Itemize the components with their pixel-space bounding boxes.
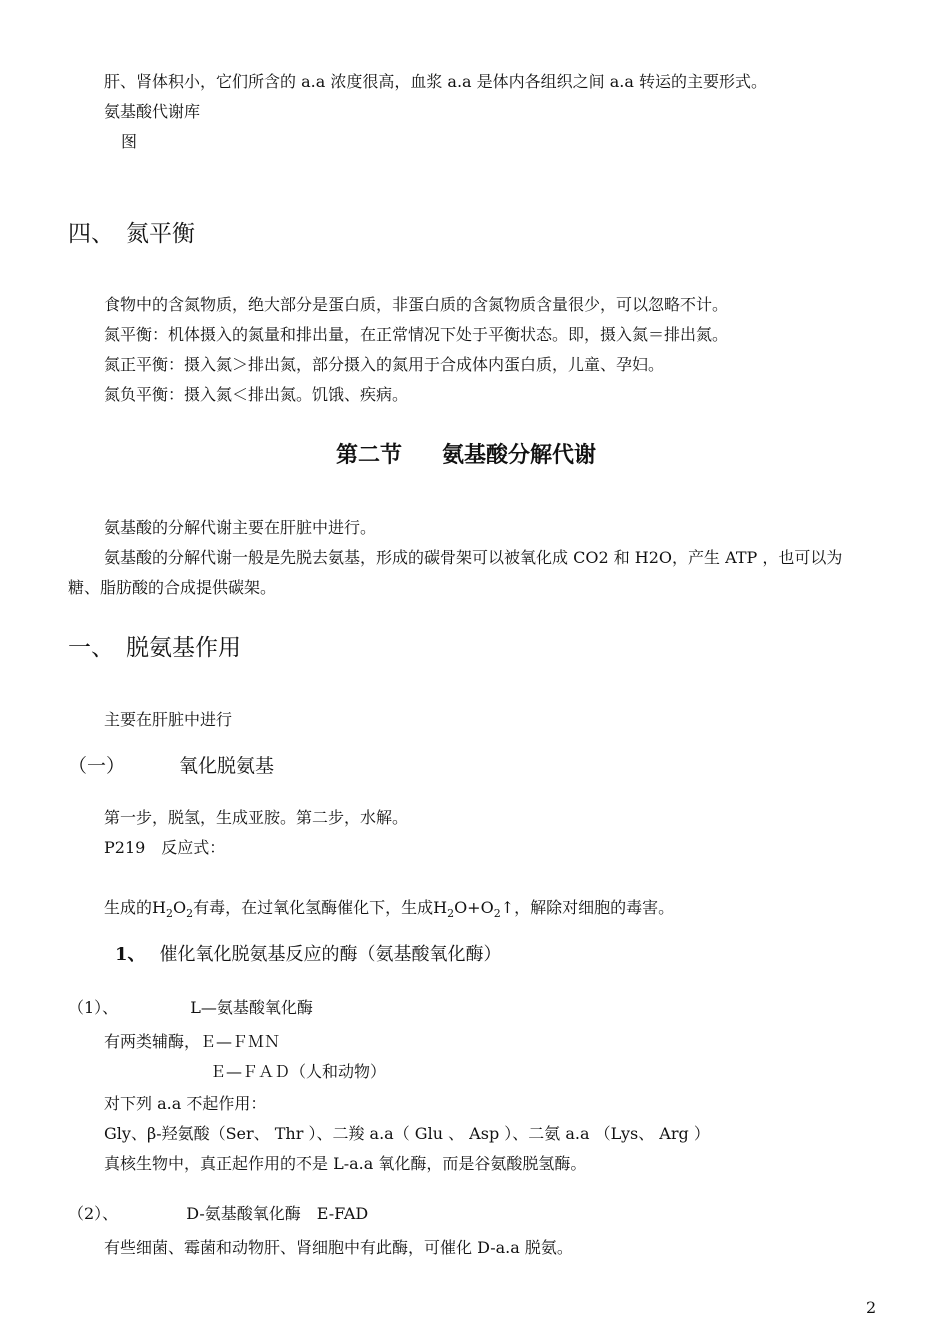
paragraph-eukaryote: 真核生物中，真正起作用的不是 L-a.a 氧化酶，而是谷氨酸脱氢酶。	[104, 1154, 587, 1173]
subscript: 2	[493, 907, 501, 920]
figure-placeholder: 图	[121, 132, 138, 151]
paragraph-decomposition-2: 糖、脂肪酸的合成提供碳架。	[68, 578, 277, 597]
paragraph-food-nitrogen: 食物中的含氮物质，绝大部分是蛋白质，非蛋白质的含氮物质含量很少，可以忽略不计。	[104, 295, 729, 314]
paragraph-mainly-liver: 主要在肝脏中进行	[104, 710, 233, 729]
subheading-oxidative-deamination	[68, 754, 274, 778]
subscript: 2	[165, 907, 173, 920]
formula-o: O+O	[454, 898, 494, 917]
paragraph-d-amino-acid: 有些细菌、霉菌和动物肝、肾细胞中有此酶，可催化 D-a.a 脱氨。	[104, 1238, 573, 1257]
paragraph-not-active: 对下列 a.a 不起作用：	[104, 1094, 267, 1113]
subscript: 2	[186, 907, 194, 920]
formula-h: H	[152, 898, 166, 917]
item-d-amino-acid-oxidase	[68, 1204, 368, 1224]
heading-number: 四、	[68, 221, 114, 247]
paragraph-liver-kidney: 肝、肾体积小，它们所含的 a.a 浓度很高，血浆 a.a 是体内各组织之间 a.a 转运的主要形式。	[104, 72, 768, 91]
formula-o: O	[172, 898, 187, 917]
subscript: 2	[447, 907, 455, 920]
paragraph-steps: 第一步，脱氢，生成亚胺。第二步，水解。	[104, 808, 409, 827]
paragraph-reaction-ref: P219 反应式：	[104, 838, 226, 857]
heading-title: 脱氨基作用	[126, 635, 241, 661]
heading-deamination	[68, 634, 241, 662]
paragraph-h2o2	[104, 898, 674, 918]
heading-number: 1、	[115, 944, 146, 965]
item-number: （1）、	[68, 998, 119, 1017]
page-number: 2	[866, 1298, 877, 1317]
item-title: D-氨基酸氧化酶 E-FAD	[186, 1204, 369, 1223]
item-number: （2）、	[68, 1204, 119, 1223]
paragraph-negative-balance: 氮负平衡：摄入氮＜排出氮。饥饿、疾病。	[104, 385, 409, 404]
text-run: ↑，解除对细胞的毒害。	[500, 898, 675, 917]
heading-number: 一、	[68, 635, 114, 661]
section-number: 第二节	[336, 443, 403, 468]
heading-title: 氮平衡	[126, 221, 195, 247]
subheading-title: 氧化脱氨基	[179, 755, 275, 777]
paragraph-coenzyme-fmn: 有两类辅酶，Ｅ—ＦＭＮ	[104, 1032, 281, 1051]
paragraph-amino-acid-list: Gly、β-羟氨酸（Ser、 Thr ）、二羧 a.a（ Glu 、 Asp ）、二氨 a.a （Lys、 Arg ）	[104, 1124, 710, 1143]
paragraph-positive-balance: 氮正平衡：摄入氮＞排出氮，部分摄入的氮用于合成体内蛋白质，儿童、孕妇。	[104, 355, 665, 374]
section-title: 氨基酸分解代谢	[442, 443, 597, 468]
formula-h: H	[433, 898, 448, 917]
item-title: L—氨基酸氧化酶	[190, 998, 313, 1017]
section-heading	[336, 442, 596, 470]
subheading-number: （一）	[68, 755, 126, 777]
heading-oxidase-enzymes	[115, 943, 502, 967]
heading-nitrogen-balance	[68, 220, 195, 248]
text-run: 有毒，在过氧化氢酶催化下，生成	[193, 898, 434, 917]
paragraph-decomposition-1: 氨基酸的分解代谢一般是先脱去氨基，形成的碳骨架可以被氧化成 CO2 和 H2O，产生 ATP ，也可以为	[104, 548, 843, 567]
text-run: 生成的	[104, 898, 153, 917]
item-l-amino-acid-oxidase	[68, 998, 313, 1018]
heading-title: 催化氧化脱氨基反应的酶（氨基酸氧化酶）	[159, 944, 502, 965]
paragraph-coenzyme-fad: Ｅ—ＦＡＤ（人和动物）	[210, 1062, 387, 1081]
paragraph-nitrogen-balance: 氮平衡：机体摄入的氮量和排出量，在正常情况下处于平衡状态。即，摄入氮＝排出氮。	[104, 325, 729, 344]
paragraph-liver-site: 氨基酸的分解代谢主要在肝脏中进行。	[104, 518, 377, 537]
paragraph-amino-acid-pool: 氨基酸代谢库	[104, 102, 201, 121]
